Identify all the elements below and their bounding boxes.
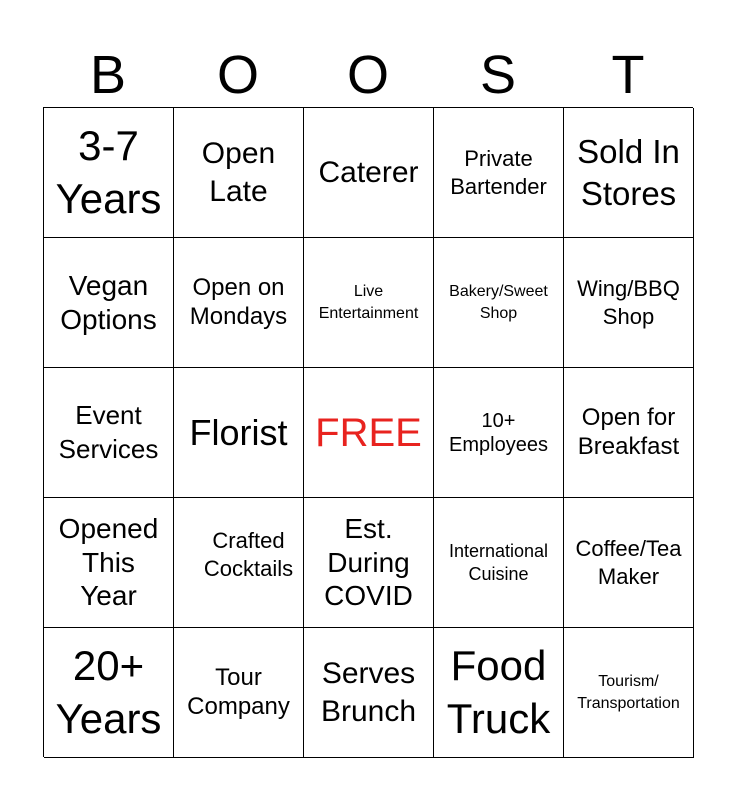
cell-label: Tour Company <box>187 663 290 720</box>
bingo-cell-r3c4[interactable] <box>434 368 564 498</box>
header-letter-s: S <box>479 45 517 105</box>
bingo-cell-r3c1[interactable] <box>44 368 174 498</box>
bingo-cell-r5c4[interactable] <box>434 628 564 758</box>
cell-label: 3-7 Years <box>55 122 162 222</box>
cell-label: Open for Breakfast <box>577 403 680 460</box>
bingo-cell-r5c2[interactable] <box>174 628 304 758</box>
bingo-cell-free[interactable] <box>304 368 434 498</box>
bingo-cell-r1c4[interactable] <box>434 108 564 238</box>
free-space-label: FREE <box>315 410 422 455</box>
cell-label: Private Bartender <box>450 146 547 199</box>
bingo-cell-r2c4[interactable] <box>434 238 564 368</box>
bingo-cell-r4c2[interactable] <box>174 498 304 628</box>
cell-label: Florist <box>189 411 288 453</box>
cell-label: Open on Mondays <box>189 273 288 330</box>
cell-label: Tourism/ Transportation <box>577 672 680 712</box>
cell-label: Crafted Cocktails <box>203 528 294 581</box>
header-letter-o2: O <box>346 45 389 105</box>
cell-label: Coffee/Tea Maker <box>575 536 682 589</box>
cell-label: International Cuisine <box>448 541 549 584</box>
bingo-cell-r2c2[interactable] <box>174 238 304 368</box>
cell-label: Opened This Year <box>58 513 159 612</box>
cell-label: Est. During COVID <box>324 513 413 612</box>
bingo-cell-r1c3[interactable] <box>304 108 434 238</box>
cell-label: Caterer <box>318 155 419 189</box>
bingo-cell-r1c2[interactable] <box>174 108 304 238</box>
header-letter-t: T <box>611 45 645 105</box>
bingo-cell-r5c3[interactable] <box>304 628 434 758</box>
bingo-cell-r1c1[interactable] <box>44 108 174 238</box>
cell-label: Food Truck <box>446 642 551 742</box>
bingo-cell-r3c2[interactable] <box>174 368 304 498</box>
bingo-cell-r2c1[interactable] <box>44 238 174 368</box>
bingo-header <box>43 42 693 108</box>
bingo-cell-r4c4[interactable] <box>434 498 564 628</box>
cell-label: 10+ Employees <box>449 409 548 456</box>
bingo-cell-r2c5[interactable] <box>564 238 694 368</box>
bingo-cell-r1c5[interactable] <box>564 108 694 238</box>
bingo-cell-r4c3[interactable] <box>304 498 434 628</box>
bingo-cell-r3c5[interactable] <box>564 368 694 498</box>
bingo-board <box>43 107 693 757</box>
cell-label: Live Entertainment <box>318 282 419 322</box>
cell-label: Bakery/Sweet Shop <box>449 282 548 322</box>
bingo-cell-r5c1[interactable] <box>44 628 174 758</box>
cell-label: Event Services <box>58 400 159 464</box>
bingo-cell-r2c3[interactable] <box>304 238 434 368</box>
cell-label: Sold In Stores <box>577 133 680 212</box>
cell-label: Wing/BBQ Shop <box>577 276 680 329</box>
cell-label: Vegan Options <box>60 269 157 335</box>
bingo-cell-r4c5[interactable] <box>564 498 694 628</box>
bingo-cell-r4c1[interactable] <box>44 498 174 628</box>
cell-label: Open Late <box>201 137 276 208</box>
cell-label: 20+ Years <box>55 642 162 742</box>
bingo-cell-r5c5[interactable] <box>564 628 694 758</box>
header-letter-o1: O <box>216 45 259 105</box>
cell-label: Serves Brunch <box>320 657 417 728</box>
header-letter-b: B <box>89 45 127 105</box>
